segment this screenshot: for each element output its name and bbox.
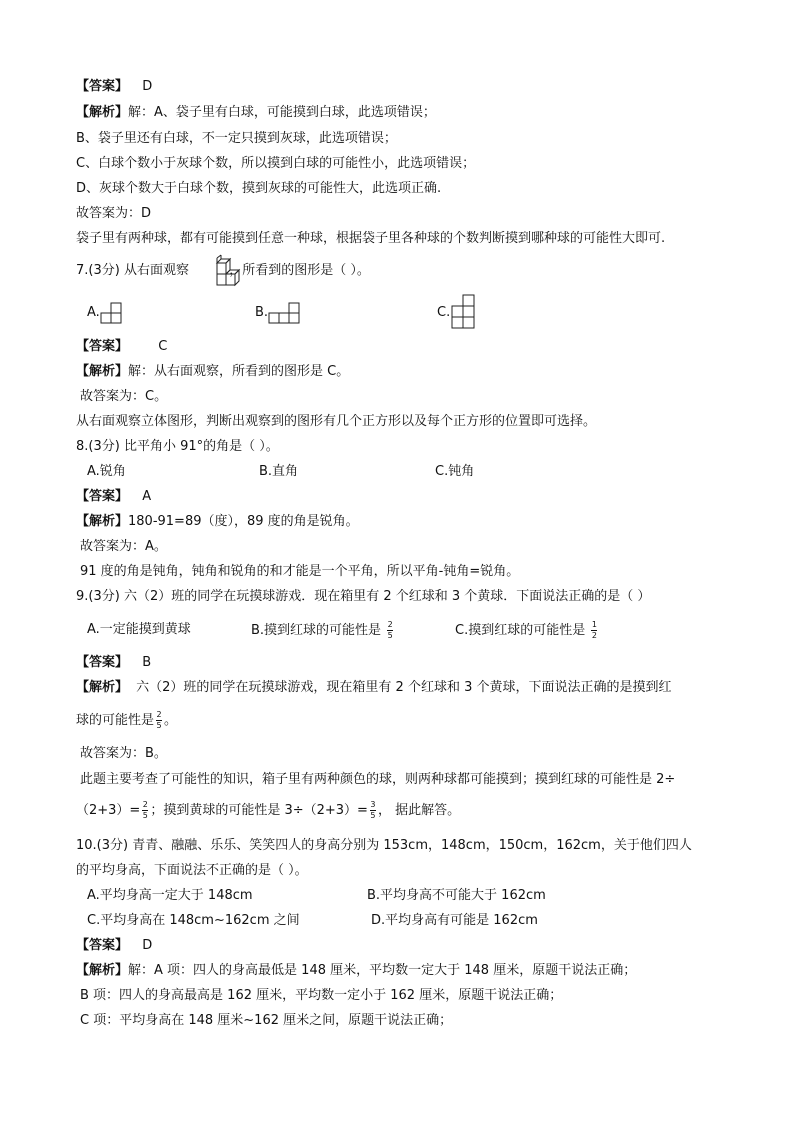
numerator: 2	[387, 620, 393, 629]
denominator: 5	[387, 631, 393, 640]
explanation-text: 六（2）班的同学在玩摸球游戏，现在箱里有 2 个红球和 3 个黄球，下面说法正确的是摸到红	[136, 680, 672, 695]
explanation-tag: 【解析】	[76, 514, 129, 529]
q9-stem: 9.(3分) 六（2）班的同学在玩摸球游戏．现在箱里有 2 个红球和 3 个黄球．下面说法正确的是（ ）	[76, 589, 651, 604]
fraction	[156, 711, 162, 730]
q9-summary-line1: 此题主要考查了可能性的知识，箱子里有两种颜色的球，则两种球都可能摸到；摸到红球的可能性是 2÷	[80, 772, 676, 787]
q8-option-b: B.直角	[259, 464, 299, 479]
q7-option-c-figure	[451, 294, 475, 330]
q7-option-b-figure	[268, 302, 301, 324]
q9-conclusion: 故答案为：B。	[80, 746, 167, 761]
explanation-text: 球的可能性是	[76, 713, 155, 728]
q6-explanation-line2: B、袋子里还有白球，不一定只摸到灰球，此选项错误；	[76, 131, 397, 146]
q8-stem: 8.(3分) 比平角小 91°的角是（ ）。	[76, 439, 279, 454]
denominator: 2	[591, 631, 597, 640]
denominator: 5	[370, 811, 376, 820]
answer-value: A	[142, 489, 152, 504]
summary-text-mid: ；摸到黄球的可能性是 3÷（2+3）=	[150, 803, 368, 818]
q9-option-a: A.一定能摸到黄球	[87, 622, 191, 637]
answer-tag: 【答案】	[76, 79, 129, 94]
q10-explanation-line3: C 项：平均身高在 148 厘米~162 厘米之间，原题干说法正确；	[80, 1013, 453, 1028]
q9-option-c-text: C.摸到红球的可能性是	[455, 623, 586, 638]
explanation-tag: 【解析】	[76, 680, 129, 695]
q9-explanation-line2	[76, 711, 177, 730]
q7-stem-post: ，所看到的图形是（ ）。	[229, 263, 370, 278]
q10-option-b: B.平均身高不可能大于 162cm	[367, 888, 546, 903]
q7-option-c	[437, 304, 450, 322]
answer-value: D	[142, 79, 153, 94]
answer-value: D	[142, 938, 153, 953]
q6-explanation-line3: C、白球个数小于灰球个数，所以摸到白球的可能性小，此选项错误；	[76, 156, 476, 171]
explanation-text-end: 。	[164, 713, 178, 728]
denominator: 5	[156, 721, 162, 730]
q7-option-a-figure	[100, 302, 122, 324]
q7-explanation-line1	[76, 363, 349, 381]
q10-option-c: C.平均身高在 148cm~162cm 之间	[87, 913, 300, 928]
answer-tag: 【答案】	[76, 655, 129, 670]
fraction	[591, 621, 597, 640]
explanation-tag: 【解析】	[76, 963, 129, 978]
q10-explanation-line2: B 项：四人的身高最高是 162 厘米，平均数一定小于 162 厘米，原题干说法正确；	[80, 988, 563, 1003]
q7-option-b-label: B.	[255, 305, 269, 320]
q10-answer-line	[76, 937, 152, 955]
answer-tag: 【答案】	[76, 339, 129, 354]
fraction	[142, 801, 148, 820]
q6-explanation-line1	[76, 104, 436, 122]
q8-option-a: A.锐角	[87, 464, 126, 479]
answer-tag: 【答案】	[76, 489, 129, 504]
q8-answer-line	[76, 488, 151, 506]
numerator: 2	[142, 800, 148, 809]
q6-answer-line	[76, 78, 152, 96]
fraction	[387, 621, 393, 640]
summary-text: （2+3）=	[76, 803, 141, 818]
q6-explanation-line4: D、灰球个数大于白球个数，摸到灰球的可能性大，此选项正确.	[76, 181, 442, 196]
q7-option-a-label: A.	[87, 305, 100, 320]
q8-conclusion: 故答案为：A。	[80, 539, 167, 554]
explanation-text: 解：A、袋子里有白球，可能摸到白球，此选项错误；	[128, 105, 436, 120]
numerator: 2	[156, 710, 162, 719]
q7-answer-line	[76, 338, 167, 356]
q7-option-b	[255, 304, 268, 322]
denominator: 5	[142, 811, 148, 820]
summary-text-end: ， 据此解答。	[377, 803, 461, 818]
q9-answer-line	[76, 654, 151, 672]
q10-explanation-line1	[76, 962, 636, 980]
q8-summary: 91 度的角是钝角，钝角和锐角的和才能是一个平角，所以平角-钝角=锐角。	[80, 564, 520, 579]
explanation-tag: 【解析】	[76, 364, 129, 379]
explanation-text: 180-91=89（度），89 度的角是锐角。	[128, 514, 359, 529]
q7-stem-pre: 7.(3分) 从右面观察	[76, 263, 189, 278]
explanation-text: 解：A 项：四人的身高最低是 148 厘米，平均数一定大于 148 厘米，原题干说法正确；	[128, 963, 637, 978]
q9-summary-line2	[76, 801, 460, 820]
q9-option-b	[251, 621, 395, 640]
q9-option-b-text: B.摸到红球的可能性是	[251, 623, 382, 638]
q10-stem-line1: 10.(3分) 青青、融融、乐乐、笑笑四人的身高分别为 153cm，148cm，150cm，162cm，关于他们四人	[76, 838, 692, 853]
q10-stem-line2: 的平均身高，下面说法不正确的是（ ）。	[76, 863, 308, 878]
q10-option-a: A.平均身高一定大于 148cm	[87, 888, 253, 903]
q6-summary: 袋子里有两种球，都有可能摸到任意一种球，根据袋子里各种球的个数判断摸到哪种球的可能性大即可.	[76, 231, 666, 246]
q10-option-d: D.平均身高有可能是 162cm	[371, 913, 538, 928]
explanation-tag: 【解析】	[76, 105, 129, 120]
fraction	[370, 801, 376, 820]
q8-explanation-line1	[76, 513, 359, 531]
q9-explanation-line1	[76, 679, 672, 697]
answer-tag: 【答案】	[76, 938, 129, 953]
q7-option-a	[87, 304, 100, 322]
numerator: 1	[591, 620, 597, 629]
answer-value: C	[158, 339, 168, 354]
cube-stack-figure	[214, 254, 244, 288]
q6-conclusion: 故答案为：D	[76, 206, 152, 221]
answer-value: B	[142, 655, 152, 670]
q7-option-c-label: C.	[437, 305, 451, 320]
numerator: 3	[370, 800, 376, 809]
q7-conclusion: 故答案为：C。	[80, 389, 168, 404]
explanation-text: 解：从右面观察，所看到的图形是 C。	[128, 364, 350, 379]
q7-summary: 从右面观察立体图形，判断出观察到的图形有几个正方形以及每个正方形的位置即可选择。	[76, 414, 597, 429]
q8-option-c: C.钝角	[435, 464, 475, 479]
q9-option-c	[455, 621, 599, 640]
